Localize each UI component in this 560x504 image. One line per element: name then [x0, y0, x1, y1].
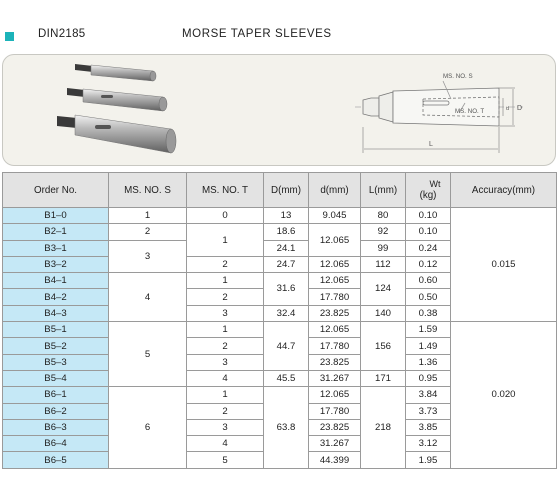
d: 12.065	[309, 387, 361, 403]
L: 112	[361, 256, 406, 272]
label-l: L	[429, 141, 433, 148]
ms-t: 3	[187, 419, 264, 435]
L: 80	[361, 208, 406, 224]
order-no: B3–1	[3, 240, 109, 256]
product-illustration	[3, 55, 557, 167]
d: 31.267	[309, 436, 361, 452]
order-no: B5–4	[3, 370, 109, 386]
d: 23.825	[309, 305, 361, 321]
ms-t: 1	[187, 387, 264, 403]
weight: 0.10	[406, 208, 451, 224]
ms-t: 1	[187, 322, 264, 338]
order-no: B1–0	[3, 208, 109, 224]
header-ms-t: MS. NO. T	[187, 173, 264, 208]
ms-s: 4	[109, 273, 187, 322]
weight: 0.60	[406, 273, 451, 289]
weight: 0.10	[406, 224, 451, 240]
D: 24.7	[264, 256, 309, 272]
weight: 1.36	[406, 354, 451, 370]
ms-t: 2	[187, 289, 264, 305]
D: 44.7	[264, 322, 309, 371]
d: 17.780	[309, 403, 361, 419]
ms-t: 4	[187, 436, 264, 452]
standard-code: DIN2185	[38, 28, 86, 40]
weight: 0.50	[406, 289, 451, 305]
ms-s: 5	[109, 322, 187, 387]
header-D: D(mm)	[264, 173, 309, 208]
accuracy: 0.015	[451, 208, 557, 322]
L: 140	[361, 305, 406, 321]
ms-t: 5	[187, 452, 264, 468]
ms-s: 2	[109, 224, 187, 240]
table-row	[3, 322, 557, 338]
L: 124	[361, 273, 406, 306]
D: 18.6	[264, 224, 309, 240]
weight: 0.24	[406, 240, 451, 256]
weight: 1.95	[406, 452, 451, 468]
d: 23.825	[309, 354, 361, 370]
D: 32.4	[264, 305, 309, 321]
D: 13	[264, 208, 309, 224]
ms-s: 1	[109, 208, 187, 224]
order-no: B6–1	[3, 387, 109, 403]
weight: 3.85	[406, 419, 451, 435]
spec-table	[2, 172, 557, 469]
technical-drawing	[355, 81, 523, 153]
header-weight-label: Wt	[429, 179, 441, 189]
sleeve-small-icon	[75, 64, 156, 81]
header-accuracy: Accuracy(mm)	[451, 173, 557, 208]
header-d: d(mm)	[309, 173, 361, 208]
ms-t: 3	[187, 354, 264, 370]
d: 9.045	[309, 208, 361, 224]
D: 31.6	[264, 273, 309, 306]
header-L: L(mm)	[361, 173, 406, 208]
ms-t: 2	[187, 256, 264, 272]
d: 17.780	[309, 289, 361, 305]
weight: 3.84	[406, 387, 451, 403]
L: 171	[361, 370, 406, 386]
d: 44.399	[309, 452, 361, 468]
header-weight-unit: (kg)	[419, 190, 437, 201]
order-no: B4–1	[3, 273, 109, 289]
d: 17.780	[309, 338, 361, 354]
order-no: B2–1	[3, 224, 109, 240]
header-order: Order No.	[3, 173, 109, 208]
header-ms-s: MS. NO. S	[109, 173, 187, 208]
label-big-d: D	[517, 105, 523, 112]
page-title: MORSE TAPER SLEEVES	[182, 28, 332, 40]
ms-t: 1	[187, 224, 264, 257]
ms-s: 3	[109, 240, 187, 273]
accuracy: 0.020	[451, 322, 557, 469]
d: 12.065	[309, 256, 361, 272]
d: 12.065	[309, 273, 361, 289]
ms-t: 1	[187, 273, 264, 289]
weight: 0.38	[406, 305, 451, 321]
weight: 0.95	[406, 370, 451, 386]
header-weight	[406, 173, 451, 208]
sleeve-large-icon	[57, 115, 176, 153]
order-no: B6–5	[3, 452, 109, 468]
label-ms-no-s: MS. NO. S	[443, 73, 473, 80]
d: 31.267	[309, 370, 361, 386]
D: 24.1	[264, 240, 309, 256]
order-no: B5–1	[3, 322, 109, 338]
table-row	[3, 208, 557, 224]
label-ms-no-t: MS. NO. T	[455, 108, 485, 115]
label-small-d: d	[506, 106, 510, 112]
order-no: B3–2	[3, 256, 109, 272]
L: 99	[361, 240, 406, 256]
product-image-panel	[2, 54, 556, 166]
d: 12.065	[309, 224, 361, 257]
ms-t: 4	[187, 370, 264, 386]
ms-s: 6	[109, 387, 187, 468]
order-no: B5–2	[3, 338, 109, 354]
order-no: B6–2	[3, 403, 109, 419]
header-marker-icon	[5, 32, 14, 41]
L: 156	[361, 322, 406, 371]
table-header-row	[3, 173, 557, 208]
order-no: B6–4	[3, 436, 109, 452]
order-no: B4–2	[3, 289, 109, 305]
d: 12.065	[309, 322, 361, 338]
D: 45.5	[264, 370, 309, 386]
weight: 1.59	[406, 322, 451, 338]
L: 92	[361, 224, 406, 240]
weight: 3.73	[406, 403, 451, 419]
sleeve-medium-icon	[67, 88, 167, 111]
order-no: B4–3	[3, 305, 109, 321]
weight: 1.49	[406, 338, 451, 354]
L: 218	[361, 387, 406, 468]
D: 63.8	[264, 387, 309, 468]
weight: 0.12	[406, 256, 451, 272]
order-no: B6–3	[3, 419, 109, 435]
ms-t: 0	[187, 208, 264, 224]
ms-t: 3	[187, 305, 264, 321]
ms-t: 2	[187, 338, 264, 354]
ms-t: 2	[187, 403, 264, 419]
order-no: B5–3	[3, 354, 109, 370]
d: 23.825	[309, 419, 361, 435]
weight: 3.12	[406, 436, 451, 452]
